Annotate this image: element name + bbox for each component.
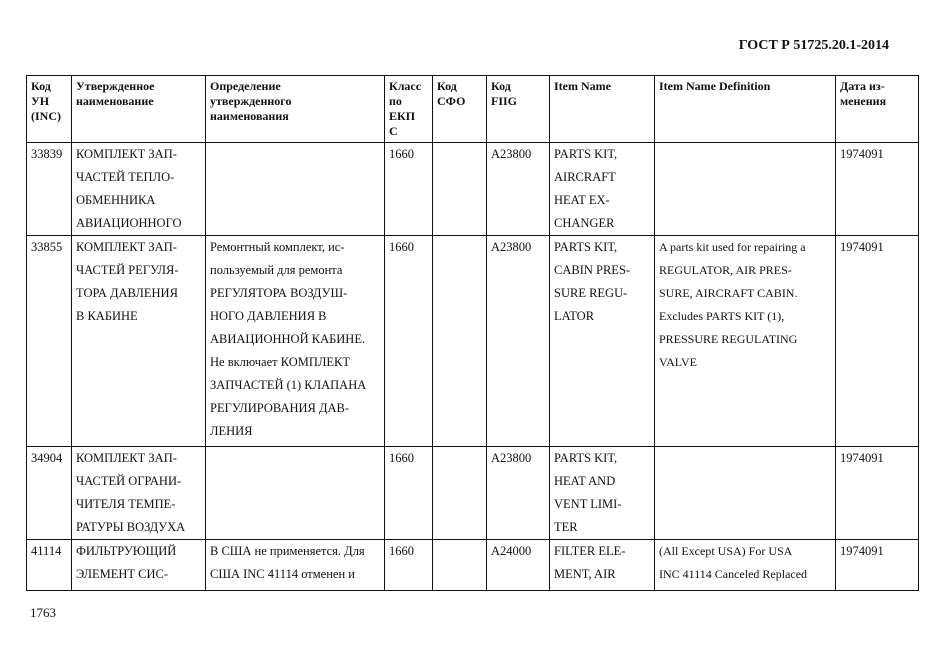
cell-item-name-definition: [655, 143, 836, 236]
cell-change-date: 1974091: [836, 447, 919, 540]
cell-text-line: FILTER ELE-: [554, 544, 626, 558]
table-row: [27, 540, 919, 591]
column-header-name-definition: [206, 76, 385, 143]
header-line: (INC): [31, 109, 61, 123]
cell-text-line: INC 41114 Canceled Replaced: [659, 567, 808, 581]
cell-inc: 34904: [27, 447, 72, 540]
cell-fiig-code: A24000: [487, 540, 550, 591]
cell-name-definition: [206, 540, 385, 591]
cell-text-line: АВИАЦИОННОГО: [76, 216, 182, 230]
header-line: ЕКП: [389, 109, 416, 123]
cell-text-line: (All Except USA) For USA: [659, 544, 793, 558]
cell-name-definition: [206, 447, 385, 540]
header-line: Код: [437, 79, 457, 93]
cell-class: 1660: [385, 447, 433, 540]
cell-text-line: ЧИТЕЛЯ ТЕМПЕ-: [76, 497, 176, 511]
cell-class: 1660: [385, 540, 433, 591]
header-line: наименование: [76, 94, 154, 108]
cell-text-line: CABIN PRES-: [554, 263, 631, 277]
cell-text-line: ЧАСТЕЙ ТЕПЛО-: [76, 170, 175, 184]
header-line: Класс: [389, 79, 422, 93]
cell-text-line: TER: [554, 520, 578, 534]
cell-inc: 33855: [27, 236, 72, 447]
cell-inc: 41114: [27, 540, 72, 591]
column-header-class: [385, 76, 433, 143]
cell-text-line: ЛЕНИЯ: [210, 424, 253, 438]
cell-text-line: пользуемый для ремонта: [210, 263, 343, 277]
column-header-item-name: [550, 76, 655, 143]
cell-text-line: ЧАСТЕЙ РЕГУЛЯ-: [76, 263, 179, 277]
cell-text-line: КОМПЛЕКТ ЗАП-: [76, 147, 177, 161]
table-row: [27, 143, 919, 236]
cell-fiig-code: A23800: [487, 236, 550, 447]
cell-text-line: НОГО ДАВЛЕНИЯ В: [210, 309, 327, 323]
column-header-change-date: [836, 76, 919, 143]
page-number: 1763: [30, 605, 56, 620]
header-line: утвержденного: [210, 94, 292, 108]
cell-text-line: SURE, AIRCRAFT CABIN.: [659, 286, 798, 300]
cell-item-name-definition: [655, 447, 836, 540]
cell-text-line: ЭЛЕМЕНТ СИС-: [76, 567, 168, 581]
cell-text-line: SURE REGU-: [554, 286, 628, 300]
cell-item-name: [550, 143, 655, 236]
cell-text-line: КОМПЛЕКТ ЗАП-: [76, 240, 177, 254]
cell-item-name: [550, 447, 655, 540]
cell-text-line: MENT, AIR: [554, 567, 616, 581]
cell-item-name: [550, 236, 655, 447]
cell-approved-name: [72, 143, 206, 236]
cell-change-date: 1974091: [836, 540, 919, 591]
column-header-sfo-code: [433, 76, 487, 143]
cell-class: 1660: [385, 143, 433, 236]
header-line: по: [389, 94, 402, 108]
cell-text-line: CHANGER: [554, 216, 615, 230]
cell-name-definition: [206, 236, 385, 447]
cell-change-date: 1974091: [836, 143, 919, 236]
cell-text-line: VENT LIMI-: [554, 497, 622, 511]
cell-sfo-code: [433, 143, 487, 236]
column-header-inc: [27, 76, 72, 143]
cell-text-line: КОМПЛЕКТ ЗАП-: [76, 451, 177, 465]
cell-text-line: ЧАСТЕЙ ОГРАНИ-: [76, 474, 182, 488]
cell-text-line: REGULATOR, AIR PRES-: [659, 263, 792, 277]
cell-item-name-definition: [655, 540, 836, 591]
header-line: СФО: [437, 94, 466, 108]
cell-text-line: PARTS KIT,: [554, 451, 618, 465]
header-line: наименования: [210, 109, 289, 123]
cell-text-line: В США не применяется. Для: [210, 544, 365, 558]
cell-sfo-code: [433, 540, 487, 591]
cell-approved-name: [72, 540, 206, 591]
catalog-table: [26, 75, 919, 591]
cell-text-line: В КАБИНЕ: [76, 309, 138, 323]
cell-text-line: РАТУРЫ ВОЗДУХА: [76, 520, 186, 534]
cell-fiig-code: A23800: [487, 447, 550, 540]
header-line: Утвержденное: [76, 79, 155, 93]
column-header-approved-name: [72, 76, 206, 143]
cell-text-line: ОБМЕННИКА: [76, 193, 156, 207]
cell-text-line: HEAT AND: [554, 474, 616, 488]
cell-name-definition: [206, 143, 385, 236]
cell-sfo-code: [433, 447, 487, 540]
header-line: Item Name Definition: [659, 79, 771, 93]
cell-fiig-code: A23800: [487, 143, 550, 236]
column-header-item-name-definition: [655, 76, 836, 143]
cell-text-line: LATOR: [554, 309, 595, 323]
cell-text-line: Не включает КОМПЛЕКТ: [210, 355, 351, 369]
header-line: Код: [491, 79, 511, 93]
cell-inc: 33839: [27, 143, 72, 236]
header-line: УН: [31, 94, 50, 108]
cell-text-line: A parts kit used for repairing a: [659, 240, 806, 254]
cell-text-line: PARTS KIT,: [554, 147, 618, 161]
cell-class: 1660: [385, 236, 433, 447]
cell-text-line: HEAT EX-: [554, 193, 610, 207]
cell-text-line: VALVE: [659, 355, 698, 369]
column-header-fiig-code: [487, 76, 550, 143]
header-line: Код: [31, 79, 51, 93]
header-line: Дата из-: [840, 79, 885, 93]
cell-sfo-code: [433, 236, 487, 447]
document-standard-code: ГОСТ Р 51725.20.1-2014: [738, 38, 889, 53]
table-row: [27, 236, 919, 447]
cell-text-line: США INC 41114 отменен и: [210, 567, 355, 581]
cell-text-line: ТОРА ДАВЛЕНИЯ: [76, 286, 178, 300]
cell-text-line: ЗАПЧАСТЕЙ (1) КЛАПАНА: [210, 378, 367, 392]
cell-text-line: РЕГУЛЯТОРА ВОЗДУШ-: [210, 286, 348, 300]
cell-change-date: 1974091: [836, 236, 919, 447]
cell-text-line: PRESSURE REGULATING: [659, 332, 798, 346]
header-line: Определение: [210, 79, 281, 93]
cell-item-name-definition: [655, 236, 836, 447]
cell-item-name: [550, 540, 655, 591]
cell-text-line: AIRCRAFT: [554, 170, 616, 184]
header-line: менения: [840, 94, 887, 108]
cell-text-line: ФИЛЬТРУЮЩИЙ: [76, 544, 177, 558]
table-row: [27, 447, 919, 540]
cell-text-line: АВИАЦИОННОЙ КАБИНЕ.: [210, 332, 366, 346]
header-line: С: [389, 124, 398, 138]
cell-text-line: Excludes PARTS KIT (1),: [659, 309, 785, 323]
cell-text-line: PARTS KIT,: [554, 240, 618, 254]
cell-approved-name: [72, 236, 206, 447]
header-line: FIIG: [491, 94, 518, 108]
cell-text-line: Ремонтный комплект, ис-: [210, 240, 345, 254]
cell-approved-name: [72, 447, 206, 540]
header-line: Item Name: [554, 79, 611, 93]
table-header-row: [27, 76, 919, 143]
cell-text-line: РЕГУЛИРОВАНИЯ ДАВ-: [210, 401, 350, 415]
